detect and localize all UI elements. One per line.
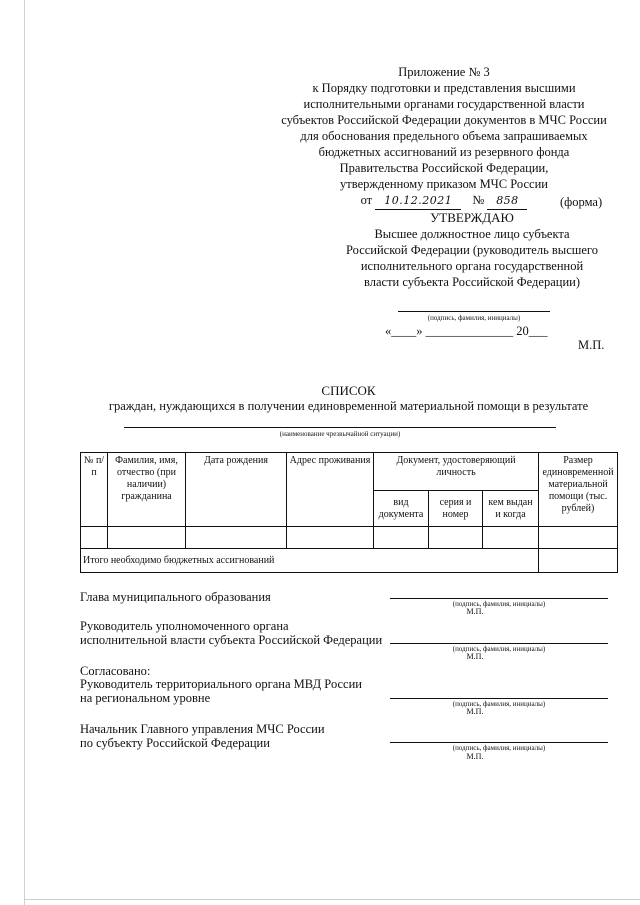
authorized-label: исполнительной власти субъекта Российской Федерации — [80, 633, 383, 647]
number-prefix: № — [472, 193, 485, 207]
authorized-label: Руководитель уполномоченного органа — [80, 619, 289, 633]
table-cell — [287, 527, 374, 549]
head-stamp: М.П. — [466, 607, 484, 616]
appendix-line: для обоснования предельного объема запрашиваемых — [300, 129, 588, 143]
scan-left-edge — [24, 0, 25, 905]
appendix-line: субъектов Российской Федерации документов в МЧС России — [281, 113, 607, 127]
approve-date-line: «____» ______________ 20___ — [385, 324, 548, 338]
appendix-line: исполнительными органами государственной власти — [303, 97, 585, 111]
mchs-signature-line — [390, 742, 608, 743]
approve-signature-hint: (подпись, фамилия, инициалы) — [427, 314, 521, 322]
total-label: Итого необходимо бюджетных ассигнований — [81, 549, 539, 573]
total-row — [81, 549, 618, 573]
list-subtitle: граждан, нуждающихся в получении единовременной материальной помощи в результате — [108, 399, 589, 413]
handwritten-number: 858 — [487, 193, 527, 210]
header-aid-amount: Размер единовременной материальной помощи (тыс. рублей) — [539, 453, 618, 527]
header-document-series: серия и номер — [429, 491, 483, 527]
date-prefix: от — [360, 193, 373, 207]
form-label: (форма) — [560, 195, 603, 209]
authorized-stamp: М.П. — [466, 652, 484, 661]
mchs-label: по субъекту Российской Федерации — [80, 736, 270, 750]
table-cell — [374, 527, 429, 549]
mchs-signature-hint: (подпись, фамилия, инициалы) — [452, 744, 546, 752]
mchs-stamp: М.П. — [466, 752, 484, 761]
appendix-line: бюджетных ассигнований из резервного фонда — [318, 145, 570, 159]
header-document-issued: кем выдан и когда — [483, 491, 539, 527]
situation-hint: (наименование чрезвычайной ситуации) — [279, 430, 401, 438]
table-cell — [483, 527, 539, 549]
total-value-cell — [539, 549, 618, 573]
header-full-name: Фамилия, имя, отчество (при наличии) гражданина — [108, 453, 186, 527]
header-identity-document: Документ, удостоверяющий личность — [374, 453, 539, 491]
authorized-signature-line — [390, 643, 608, 644]
table-cell — [539, 527, 618, 549]
list-title: СПИСОК — [321, 383, 376, 398]
citizens-table — [80, 452, 618, 573]
authorized-signature-hint: (подпись, фамилия, инициалы) — [452, 645, 546, 653]
approve-stamp: М.П. — [578, 338, 605, 352]
table-cell — [429, 527, 483, 549]
table-cell — [108, 527, 186, 549]
approve-line: Российской Федерации (руководитель высшего — [346, 243, 598, 257]
mvd-signature-line — [390, 698, 608, 699]
table-row — [81, 527, 618, 549]
approve-signature-line — [398, 311, 550, 312]
head-label: Глава муниципального образования — [80, 590, 271, 604]
mchs-label: Начальник Главного управления МЧС России — [80, 722, 325, 736]
approve-line: власти субъекта Российской Федерации) — [364, 275, 580, 289]
appendix-line: Правительства Российской Федерации, — [339, 161, 549, 175]
table-cell — [186, 527, 287, 549]
approve-line: исполнительного органа государственной — [360, 259, 584, 273]
order-date-row — [280, 192, 608, 210]
header-birth-date: Дата рождения — [186, 453, 287, 527]
mvd-signature-hint: (подпись, фамилия, инициалы) — [452, 700, 546, 708]
header-number: № п/п — [81, 453, 108, 527]
appendix-line: утвержденному приказом МЧС России — [340, 177, 548, 191]
approve-title: УТВЕРЖДАЮ — [430, 210, 514, 225]
appendix-line: к Порядку подготовки и представления высшими — [312, 81, 576, 95]
header-address: Адрес проживания — [287, 453, 374, 527]
head-signature-line — [390, 598, 608, 599]
head-signature-hint: (подпись, фамилия, инициалы) — [452, 600, 546, 608]
handwritten-date: 10.12.2021 — [375, 193, 461, 210]
mvd-stamp: М.П. — [466, 707, 484, 716]
approve-line: Высшее должностное лицо субъекта — [374, 227, 570, 241]
mvd-label: на региональном уровне — [80, 691, 211, 705]
appendix-line: Приложение № 3 — [398, 65, 490, 79]
mvd-label: Руководитель территориального органа МВД России — [80, 677, 362, 691]
scan-bottom-edge — [24, 899, 640, 900]
table-cell — [81, 527, 108, 549]
agreed-title: Согласовано: — [80, 664, 151, 678]
header-document-type: вид документа — [374, 491, 429, 527]
approval-block — [320, 210, 624, 290]
appendix-header — [280, 64, 608, 210]
situation-line — [124, 427, 556, 428]
